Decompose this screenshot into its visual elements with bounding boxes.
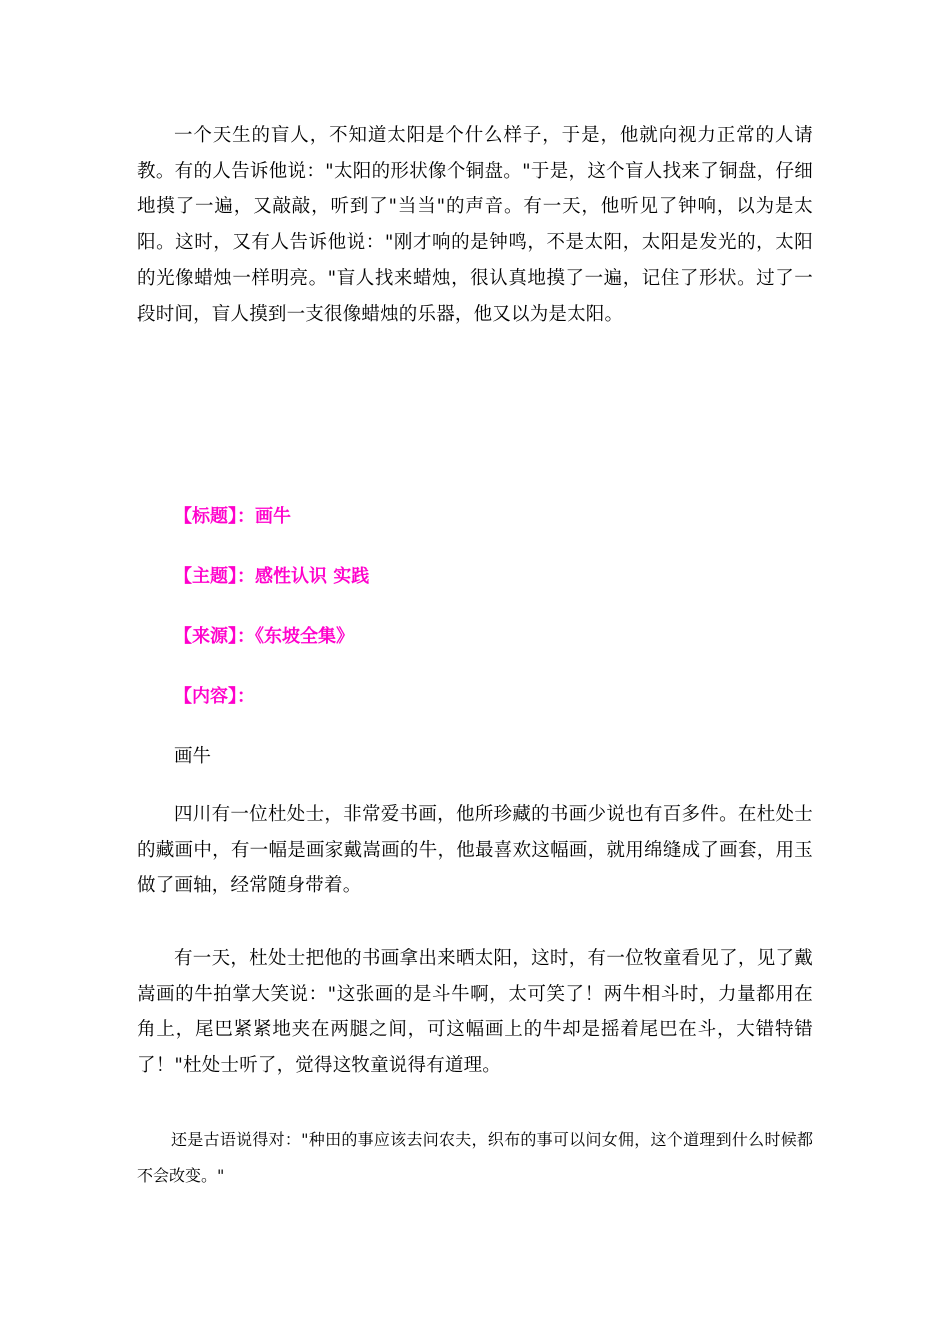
meta-title-line: 【标题】：画牛 [174, 506, 291, 527]
story-paragraph-1: 四川有一位杜处士，非常爱书画，他所珍藏的书画少说也有百多件。在杜处士的藏画中，有一幅是画家戴嵩画的牛，他最喜欢这幅画，就用绵缝成了画套，用玉做了画轴，经常随身带着。 [137, 804, 813, 897]
meta-theme-line: 【主题】：感性认识 实践 [174, 566, 370, 587]
story-paragraph-blind-man: 一个天生的盲人，不知道太阳是个什么样子，于是，他就向视力正常的人请教。有的人告诉他说："太阳的形状像个铜盘。"于是，这个盲人找来了铜盘，仔细地摸了一遍，又敲敲，听到了"当当"的声音。有一天，他听见了钟响，以为是太阳。这时，又有人告诉他说："刚才响的是钟鸣，不是太阳，太阳是发光的，太阳的光像蜡烛一样明亮。"盲人找来蜡烛，很认真地摸了一遍，记住了形状。过了一段时间，盲人摸到一支很像蜡烛的乐器，他又以为是太阳。 [137, 125, 813, 325]
story-paragraph-2: 有一天，杜处士把他的书画拿出来晒太阳，这时，有一位牧童看见了，见了戴嵩画的牛拍掌大笑说："这张画的是斗牛啊，太可笑了！两牛相斗时，力量都用在角上，尾巴紧紧地夹在两腿之间，可这幅画上的牛却是摇着尾巴在斗，大错特错了！"杜处士听了，觉得这牧童说得有道理。 [137, 948, 813, 1077]
meta-content-line: 【内容】： [174, 686, 255, 707]
story-paragraph-3: 还是古语说得对："种田的事应该去问农夫，织布的事可以问女佣，这个道理到什么时候都不会改变。" [137, 1130, 813, 1185]
meta-source-line: 【来源】：《东坡全集》 [174, 626, 354, 647]
story-heading: 画牛 [174, 746, 212, 767]
